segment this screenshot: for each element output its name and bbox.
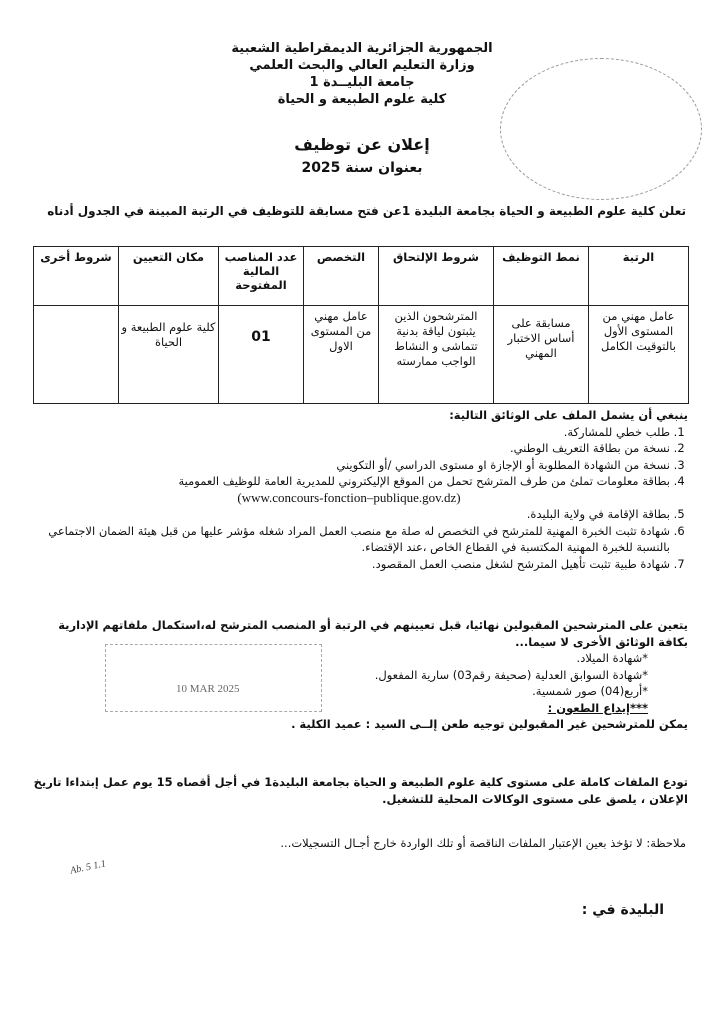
cell-positions-count: 01 [219,306,304,404]
submission-paragraph: تودع الملفات كاملة على مستوى كلية علوم الطبيعة و الحياة بجامعة البليدة1 في أجل أقصاه 15 يوم عمل إبتداءا تاريخ الإعلان ، يلصق على مستوى الوكالات المحلية للتشغيل. [33,775,688,806]
official-seal-stamp [500,58,702,200]
list-item: 3. نسخة من الشهادة المطلوبة أو الإجازة او مستوى الدراسي /أو التكويني [28,457,670,474]
list-item: 6. شهادة تثبت الخبرة المهنية للمترشح في التخصص له صلة مع منصب العمل المراد شغله مؤشر عليها من قبل هيئة الضمان الاجتماعي بالنسبة للخبرة المهنية المكتسبة في القطاع الخاص ،عند الإقتضاء. [28,523,670,556]
list-item: 2. نسخة من بطاقة التعريف الوطني. [28,440,670,457]
admitted-candidates-paragraph: يتعين على المترشحين المقبولين نهائيا، قبل تعيينهم في الرتبة أو المنصب المترشح له،استكمال ملفاتهم الإدارية بكافة الوثائق الأخرى لا سيما... [58,618,688,649]
note-paragraph: ملاحظة: لا تؤخذ بعين الإعتبار الملفات الناقصة أو تلك الواردة خارج أجـال التسجيلات... [280,836,686,850]
header-ministry: وزارة التعليم العالي والبحث العلمي [249,58,475,73]
list-item: *شهادة السوابق العدلية (صحيفة رقم03) سارية المفعول. [374,667,648,682]
documents-list [28,424,688,573]
header-cell-other-conditions: شروط أخرى [34,247,119,306]
list-item: 5. بطاقة الإقامة في ولاية البليدة. [28,506,670,523]
header-cell-specialty: التخصص [304,247,379,306]
header-cell-positions-count: عدد المناصب المالية المفتوحة [219,247,304,306]
cell-other-conditions [34,306,119,404]
table-row [34,306,689,404]
list-item: 1. طلب خطي للمشاركة. [28,424,670,441]
appeals-text: يمكن للمترشحين غير المقبولين توجيه طعن إلــى السيد : عميد الكلية . [291,717,688,731]
reception-stamp [105,644,322,712]
cell-rank: عامل مهني من المستوى الأول بالتوقيت الكامل [589,306,689,404]
table-header-row [34,247,689,306]
header-cell-rank: الرتبة [589,247,689,306]
list-item: *شهادة الميلاد. [576,651,648,665]
appeals-label: ***إيداع الطعون : [547,700,648,715]
header-university: جامعة البليــدة 1 [309,75,415,90]
title-year: بعنوان سنة 2025 [301,160,423,176]
documents-lead: ينبغي أن يشمل الملف على الوثائق التالية: [449,408,688,422]
stamp-date: 10 MAR 2025 [176,683,240,695]
handwritten-signature: Ab. 5 1.1 [69,858,107,877]
header-faculty: كلية علوم الطبيعة و الحياة [277,92,447,107]
header-cell-conditions: شروط الإلتحاق [379,247,494,306]
cell-specialty: عامل مهني من المستوى الاول [304,306,379,404]
title-main: إعلان عن توظيف [294,135,430,154]
cell-recruitment-mode: مسابقة على أساس الاختبار المهني [494,306,589,404]
list-item: 7. شهادة طبية تثبت تأهيل المترشح لشغل منصب العمل المقصود. [28,556,670,573]
place-date-line: البليدة في : [581,902,664,918]
header-cell-recruitment-mode: نمط التوظيف [494,247,589,306]
list-item [28,473,670,506]
header-republic: الجمهورية الجزائرية الديمقراطية الشعبية [231,41,493,56]
positions-table [33,246,689,404]
document-info-card-text: بطاقة معلومات تملئ من طرف المترشح تحمل من الموقع الإليكتروني للمديرية العامة للوظيف العمومية [178,474,670,488]
announcement-title [0,135,724,176]
cell-conditions: المترشحون الذين يثبتون لياقة بدنية تتماشى و النشاط الواجب ممارسته [379,306,494,404]
intro-paragraph: تعلن كلية علوم الطبيعة و الحياة بجامعة البليدة 1عن فتح مسابقة للتوظيف في الرتبة المبينة في الجدول أدناه [47,204,686,218]
required-documents [28,407,688,572]
portal-url: (www.concours-fonction–publique.gov.dz) [237,489,461,505]
header-cell-assignment-place: مكان التعيين [119,247,219,306]
list-item: *أربع(04) صور شمسية. [532,684,648,698]
cell-assignment-place: كلية علوم الطبيعة و الحياة [119,306,219,404]
